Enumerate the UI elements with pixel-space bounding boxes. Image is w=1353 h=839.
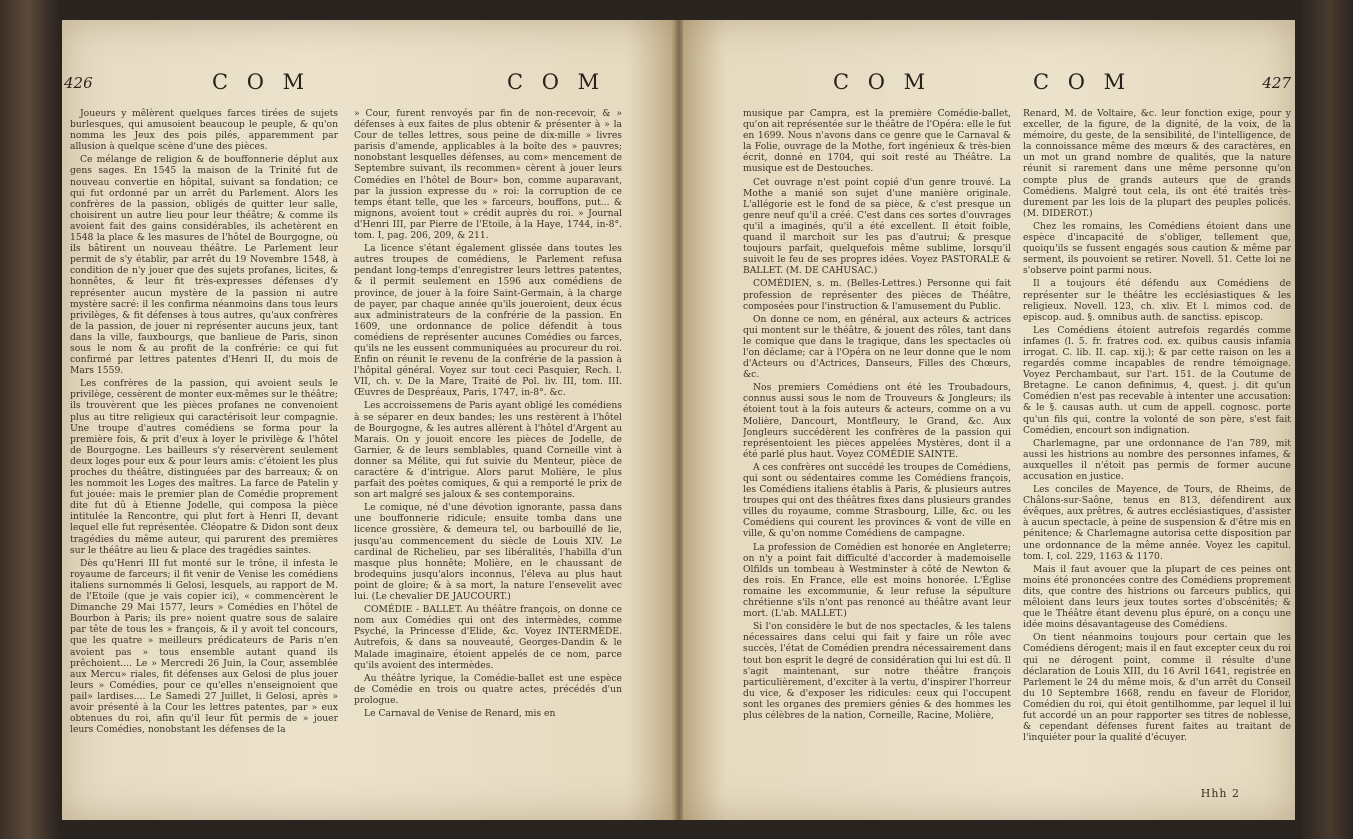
paragraph: Si l'on considère le but de nos spectacles, & les talens nécessaires dans celui qui fait y faire un rôle avec succès, l'état de Comédien prendra nécessairement dans tout bon esprit le degré de considération qui lui est dû. Il s'agit maintenant, sur notre théâtre françois particulièrement, d'exciter à la vertu, d'inspirer l'horreur du vice, & d'exposer les ridicules: ceux qui l'occupent sont les organes des premiers génies & des hommes les plus célèbres de la nation, Corneille, Racine, Molière, — [743, 621, 1011, 721]
paragraph: Les Comédiens étoient autrefois regardés comme infames (l. 5. fr. fratres cod. ex. quibus causis infamia irrogat. C. lib. II. cap. xij.); & par cette raison on les a regardés comme incapables de rendre témoignage. Voyez Perchambaut, sur l'art. 151. de la Coutume de Bretagne. Le canon definimus, 4, quest. j. dit qu'un Comédien n'est pas recevable à intenter une accusation: & le §. causas auth. ut cum de appell. cognosc. porte qu'un fils qui, contre la volonté de son père, s'est fait Comédien, encourt son indignation. — [1023, 324, 1291, 436]
right-column-2 — [1023, 108, 1291, 808]
right-head-col1: C O M — [833, 70, 932, 94]
left-head-col1: C O M — [212, 70, 311, 94]
paragraph: Joueurs y mêlèrent quelques farces tirées de sujets burlesques, qui amusoient beaucoup le peuple, & qu'on nomma les Jeux des pois pilés, apparemment par allusion à quelque scène d'une des pièces. — [70, 108, 338, 153]
paragraph: Les conciles de Mayence, de Tours, de Rheims, de Châlons-sur-Saône, tenus en 813, défendirent aux évêques, aux prêtres, & autres ecclésiastiques, d'assister à aucun spectacle, à peine de suspension & d'être mis en pénitence; & Charlemagne autorisa cette disposition par une ordonnance de la même année. Voyez les capitul. tom. I, col. 229, 1163 & 1170. — [1023, 484, 1291, 562]
paragraph: Chez les romains, les Comédiens étoient dans une espèce d'incapacité de s'obliger, tellement que, quoiqu'ils se fussent engagés sous caution & même par serment, ils pouvoient se retirer. Novell. 51. Cette loi ne s'observe point parmi nous. — [1023, 220, 1291, 277]
right-page-number: 427 — [1262, 74, 1291, 92]
signature-mark: Hhh 2 — [1200, 787, 1240, 800]
paragraph: COMÉDIEN, s. m. (Belles-Lettres.) Personne qui fait profession de représenter des pièces de Théâtre, composées pour l'instruction & l'amusement du Public. — [743, 278, 1011, 312]
paragraph: On tient néanmoins toujours pour certain que les Comédiens dérogent; mais il en faut excepter ceux du roi qui ne dérogent point, comme il résulte d'une déclaration de Louis XIII, du 16 Avril 1641, registrée en Parlement le 24 du même mois, & d'un arrêt du Conseil du 10 Septembre 1668, rendu en faveur de Floridor, Comédien du roi, qui étoit gentilhomme, par lequel il lui fut accordé un an pour rapporter ses titres de noblesse, & cependant défenses furent faites au traitant de l'inquiéter pour la qualité d'écuyer. — [1023, 632, 1291, 744]
paragraph: Ce mélange de religion & de bouffonnerie déplut aux gens sages. En 1545 la maison de la Trinité fut de nouveau convertie en hôpital, suivant sa fondation; ce qui fut ordonné par un arrêt du Parlement. Alors les confrères de la passion, obligés de quitter leur salle, choisirent un autre lieu pour leur théâtre; & comme ils avoient fait des gains considérables, ils achetèrent en 1548 la place & les masures de l'hôtel de Bourgogne, où ils bâtirent un nouveau théâtre. Le Parlement leur permit de s'y établir, par arrêt du 19 Novembre 1548, à condition de n'y jouer que des sujets profanes, licites, & honnêtes, & leur fit très-expresses défenses d'y représenter aucun mystère de la passion ni autre mystère sacré: il les confirma néanmoins dans tous leurs privilèges, & fit défenses à tous autres, qu'aux confrères de la passion, de jouer ni représenter aucuns jeux, tant dans la ville, fauxbourgs, que banlieue de Paris, sinon sous le nom & au profit de la confrérie: ce qui fut confirmé par lettres patentes d'Henri II, du mois de Mars 1559. — [70, 154, 338, 377]
paragraph: Renard, M. de Voltaire, &c. leur fonction exige, pour y exceller, de la figure, de la dignité, de la voix, de la mémoire, du geste, de la sensibilité, de l'intelligence, de la connoissance même des mœurs & des caractères, en un mot un grand nombre de qualités, que la nature réunit si rarement dans une même personne qu'on compte plus de grands auteurs que de grands Comédiens. Malgré tout cela, ils ont été traités très-durement par les lois de la plupart des peuples policés. (M. DIDEROT.) — [1023, 108, 1291, 219]
paragraph: Dès qu'Henri III fut monté sur le trône, il infesta le royaume de farceurs; il fit venir de Venise les comédiens italiens surnommés li Gelosi, lesquels, au rapport de M. de l'Etoile (que je vais copier ici), « commencèrent le Dimanche 29 Mai 1577, leurs » Comédies en l'hôtel de Bourbon à Paris; ils pre» noient quatre sous de salaire par tête de tous les » françois, & il y avoit tel concours, que les quatre » meilleurs prédicateurs de Paris n'en avoient pas » tous ensemble autant quand ils prêchoient.... Le » Mercredi 26 Juin, la Cour, assemblée aux Mercu» riales, fit défenses aux Gelosi de plus jouer leurs » Comédies, pour ce qu'elles n'enseignoient que pail» lardises.... Le Samedi 27 Juillet, li Gelosi, après » avoir présenté à la Cour les lettres patentes, par » eux obtenues du roi, afin qu'il leur fût permis de » jouer leurs Comédies, nonobstant les défenses de la — [70, 557, 338, 736]
paragraph: musique par Campra, est la première Comédie-ballet, qu'on ait représentée sur le théâtre de l'Opéra: elle le fut en 1699. Nous n'avons dans ce genre que le Carnaval & la Folie, ouvrage de la Mothe, fort ingénieux & très-bien écrit, donné en 1704, qui soit resté au Théâtre. La musique est de Destouches. — [743, 108, 1011, 175]
right-column-1 — [743, 108, 1011, 808]
paragraph: La licence s'étant également glissée dans toutes les autres troupes de comédiens, le Parlement refusa pendant long-temps d'enregistrer leurs lettres patentes, & il permit seulement en 1596 aux comédiens de province, de jouer à la foire Saint-Germain, à la charge de payer, par chaque année qu'ils joueroient, deux écus aux administrateurs de la confrérie de la passion. En 1609, une ordonnance de police défendit à tous comédiens de représenter aucunes Comédies ou farces, qu'ils ne les eussent communiquées au procureur du roi. Enfin on réunit le revenu de la confrérie de la passion à l'hôpital général. Voyez sur tout ceci Pasquier, Rech. l. VII, ch. v. De la Mare, Traité de Pol. liv. III, tom. III. Œuvres de Despréaux, Paris, 1747, in-8°. &c. — [354, 243, 622, 399]
paragraph: Nos premiers Comédiens ont été les Troubadours, connus aussi sous le nom de Trouveurs & Jongleurs; ils étoient tout à la fois auteurs & acteurs, comme on a vu Molière, Dancourt, Montfleury, le Grand, &c. Aux Jongleurs succédèrent les confrères de la passion qui représentoient les pièces appelées Mystères, dont il a été parlé plus haut. Voyez COMÉDIE SAINTE. — [743, 382, 1011, 460]
paragraph: Au théâtre lyrique, la Comédie-ballet est une espèce de Comédie en trois ou quatre actes, précédés d'un prologue. — [354, 672, 622, 706]
paragraph: Le Carnaval de Venise de Renard, mis en — [364, 707, 556, 719]
paragraph: COMÉDIE - BALLET. Au théâtre françois, on donne ce nom aux Comédies qui ont des intermèdes, comme Psyché, la Princesse d'Elide, &c. Voyez INTERMÈDE. Autrefois, & dans sa nouveauté, Georges-Dandin & le Malade imaginaire, étoient appelés de ce nom, parce qu'ils avoient des intermèdes. — [354, 604, 622, 671]
paragraph: Cet ouvrage n'est point copié d'un genre trouvé. La Mothe a manié son sujet d'une manière originale. L'allégorie est le fond de sa pièce, & c'est presque un genre neuf qu'il a créé. C'est dans ces sortes d'ouvrages qu'il a imaginés, qu'il a été excellent. Il étoit foible, quand il marchoit sur les pas d'autrui; & presque toujours parfait, quelquefois même sublime, lorsqu'il suivoit le feu de ses propres idées. Voyez PASTORALE & BALLET. (M. DE CAHUSAC.) — [743, 176, 1011, 277]
left-page-number: 426 — [64, 74, 93, 92]
left-running-head — [62, 70, 675, 104]
right-running-head — [683, 70, 1295, 104]
paragraph: Le comique, né d'une dévotion ignorante, passa dans une bouffonnerie ridicule; ensuite tomba dans une licence grossière, & demeura tel, ou barbouillé de lie, jusqu'au commencement du siècle de Louis XIV. Le cardinal de Richelieu, par ses libéralités, l'habilla d'un masque plus honnête; Molière, en le chaussant de brodequins jusqu'alors inconnus, l'éleva au plus haut point de gloire; & à sa mort, la nature l'ensevelit avec lui. (Le chevalier DE JAUCOURT.) — [354, 502, 622, 603]
paragraph: A ces confrères ont succédé les troupes de Comédiens, qui sont ou sédentaires comme les Comédiens françois, les Comédiens italiens établis à Paris, & plusieurs autres troupes qui ont des théâtres fixes dans plusieurs grandes villes du royaume, comme Strasbourg, Lille, &c. ou les Comédiens qui courent les provinces & vont de ville en ville, & qu'on nomme Comédiens de campagne. — [743, 461, 1011, 540]
paragraph: Il a toujours été défendu aux Comédiens de représenter sur le théâtre les ecclésiastiques & les religieux. Novell. 123, ch. xliv. Et l. mimos cod. de episcop. aud. §. omnibus auth. de sanctiss. episcop. — [1023, 278, 1291, 323]
paragraph: Les confrères de la passion, qui avoient seuls le privilège, cessèrent de monter eux-mêmes sur le théâtre; ils trouvèrent que les pièces profanes ne convenoient plus au titre religieux qui caractérisoit leur compagnie. Une troupe d'autres comédiens se forma pour la première fois, & prit d'eux à loyer le privilège & l'hôtel de Bourgogne. Les bailleurs s'y réservèrent seulement deux loges pour eux & pour leurs amis: c'étoient les plus proches du théâtre, distinguées par des barreaux; & on les nommoit les Loges des maîtres. La farce de Patelin y fut jouée: mais le premier plan de Comédie proprement dite fut dû à Etienne Jodelle, qui composa la pièce intitulée la Rencontre, qui plut fort à Henri II, devant lequel elle fut représentée. Cléopatre & Didon sont deux tragédies du même auteur, qui parurent des premières sur le théâtre au lieu & place des tragédies saintes. — [70, 378, 338, 556]
left-page — [62, 20, 675, 820]
right-page — [683, 20, 1295, 820]
left-head-col2: C O M — [507, 70, 606, 94]
left-column-1 — [70, 108, 338, 808]
paragraph: » Cour, furent renvoyés par fin de non-recevoir, & » défenses à eux faites de plus obtenir & présenter à » la Cour de telles lettres, sous peine de dix-mille » livres parisis d'amende, applicables à la boîte des » pauvres; nonobstant lesquelles défenses, au com» mencement de Septembre suivant, ils recommen» cèrent à jouer leurs Comédies en l'hôtel de Bour» bon, comme auparavant, par la jussion expresse du » roi: la corruption de ce temps étant telle, que les » farceurs, bouffons, put... & mignons, avoient tout » crédit auprès du roi. » Journal d'Henri III, par Pierre de l'Etoile, à la Haye, 1744, in-8°. tom. I, pag. 206, 209, & 211. — [354, 108, 622, 242]
paragraph: Mais il faut avouer que la plupart de ces peines ont moins été prononcées contre des Comédiens proprement dits, que contre des histrions ou farceurs publics, qui mêloient dans leurs jeux toutes sortes d'obscénités; & que le Théâtre étant devenu plus épuré, on a conçu une idée moins désavantageuse des Comédiens. — [1023, 563, 1291, 631]
paragraph: La profession de Comédien est honorée en Angleterre; on n'y a point fait difficulté d'accorder à mademoiselle Olfilds un tombeau à Westminster à côté de Newton & des rois. En France, elle est moins honorée. L'Église romaine les excommunie, & leur refuse la sépulture chrétienne s'ils n'ont pas renoncé au théâtre avant leur mort. (L'ab. MALLET.) — [743, 541, 1011, 620]
paragraph: Charlemagne, par une ordonnance de l'an 789, mit aussi les histrions au nombre des personnes infames, & auxquelles il n'étoit pas permis de former aucune accusation en justice. — [1023, 437, 1291, 482]
left-column-2 — [354, 108, 622, 808]
right-head-col2: C O M — [1033, 70, 1132, 94]
paragraph: Les accroissemens de Paris ayant obligé les comédiens à se séparer en deux bandes; les uns restèrent à l'hôtel de Bourgogne, & les autres allèrent à l'hôtel d'Argent au Marais. On y jouoit encore les pièces de Jodelle, de Garnier, & de leurs semblables, quand Corneille vint à donner sa Mélite, qui fut suivie du Menteur, pièce de caractère & d'intrigue. Alors parut Molière, le plus parfait des poètes comiques, & qui a remporté le prix de son art malgré ses jaloux & ses contemporains. — [354, 400, 622, 501]
paragraph: On donne ce nom, en général, aux acteurs & actrices qui montent sur le théâtre, & jouent des rôles, tant dans le comique que dans le tragique, dans les spectacles où l'on déclame; car à l'Opéra on ne leur donne que le nom d'Acteurs ou d'Actrices, Danseurs, Filles des Chœurs, &c. — [743, 313, 1011, 381]
